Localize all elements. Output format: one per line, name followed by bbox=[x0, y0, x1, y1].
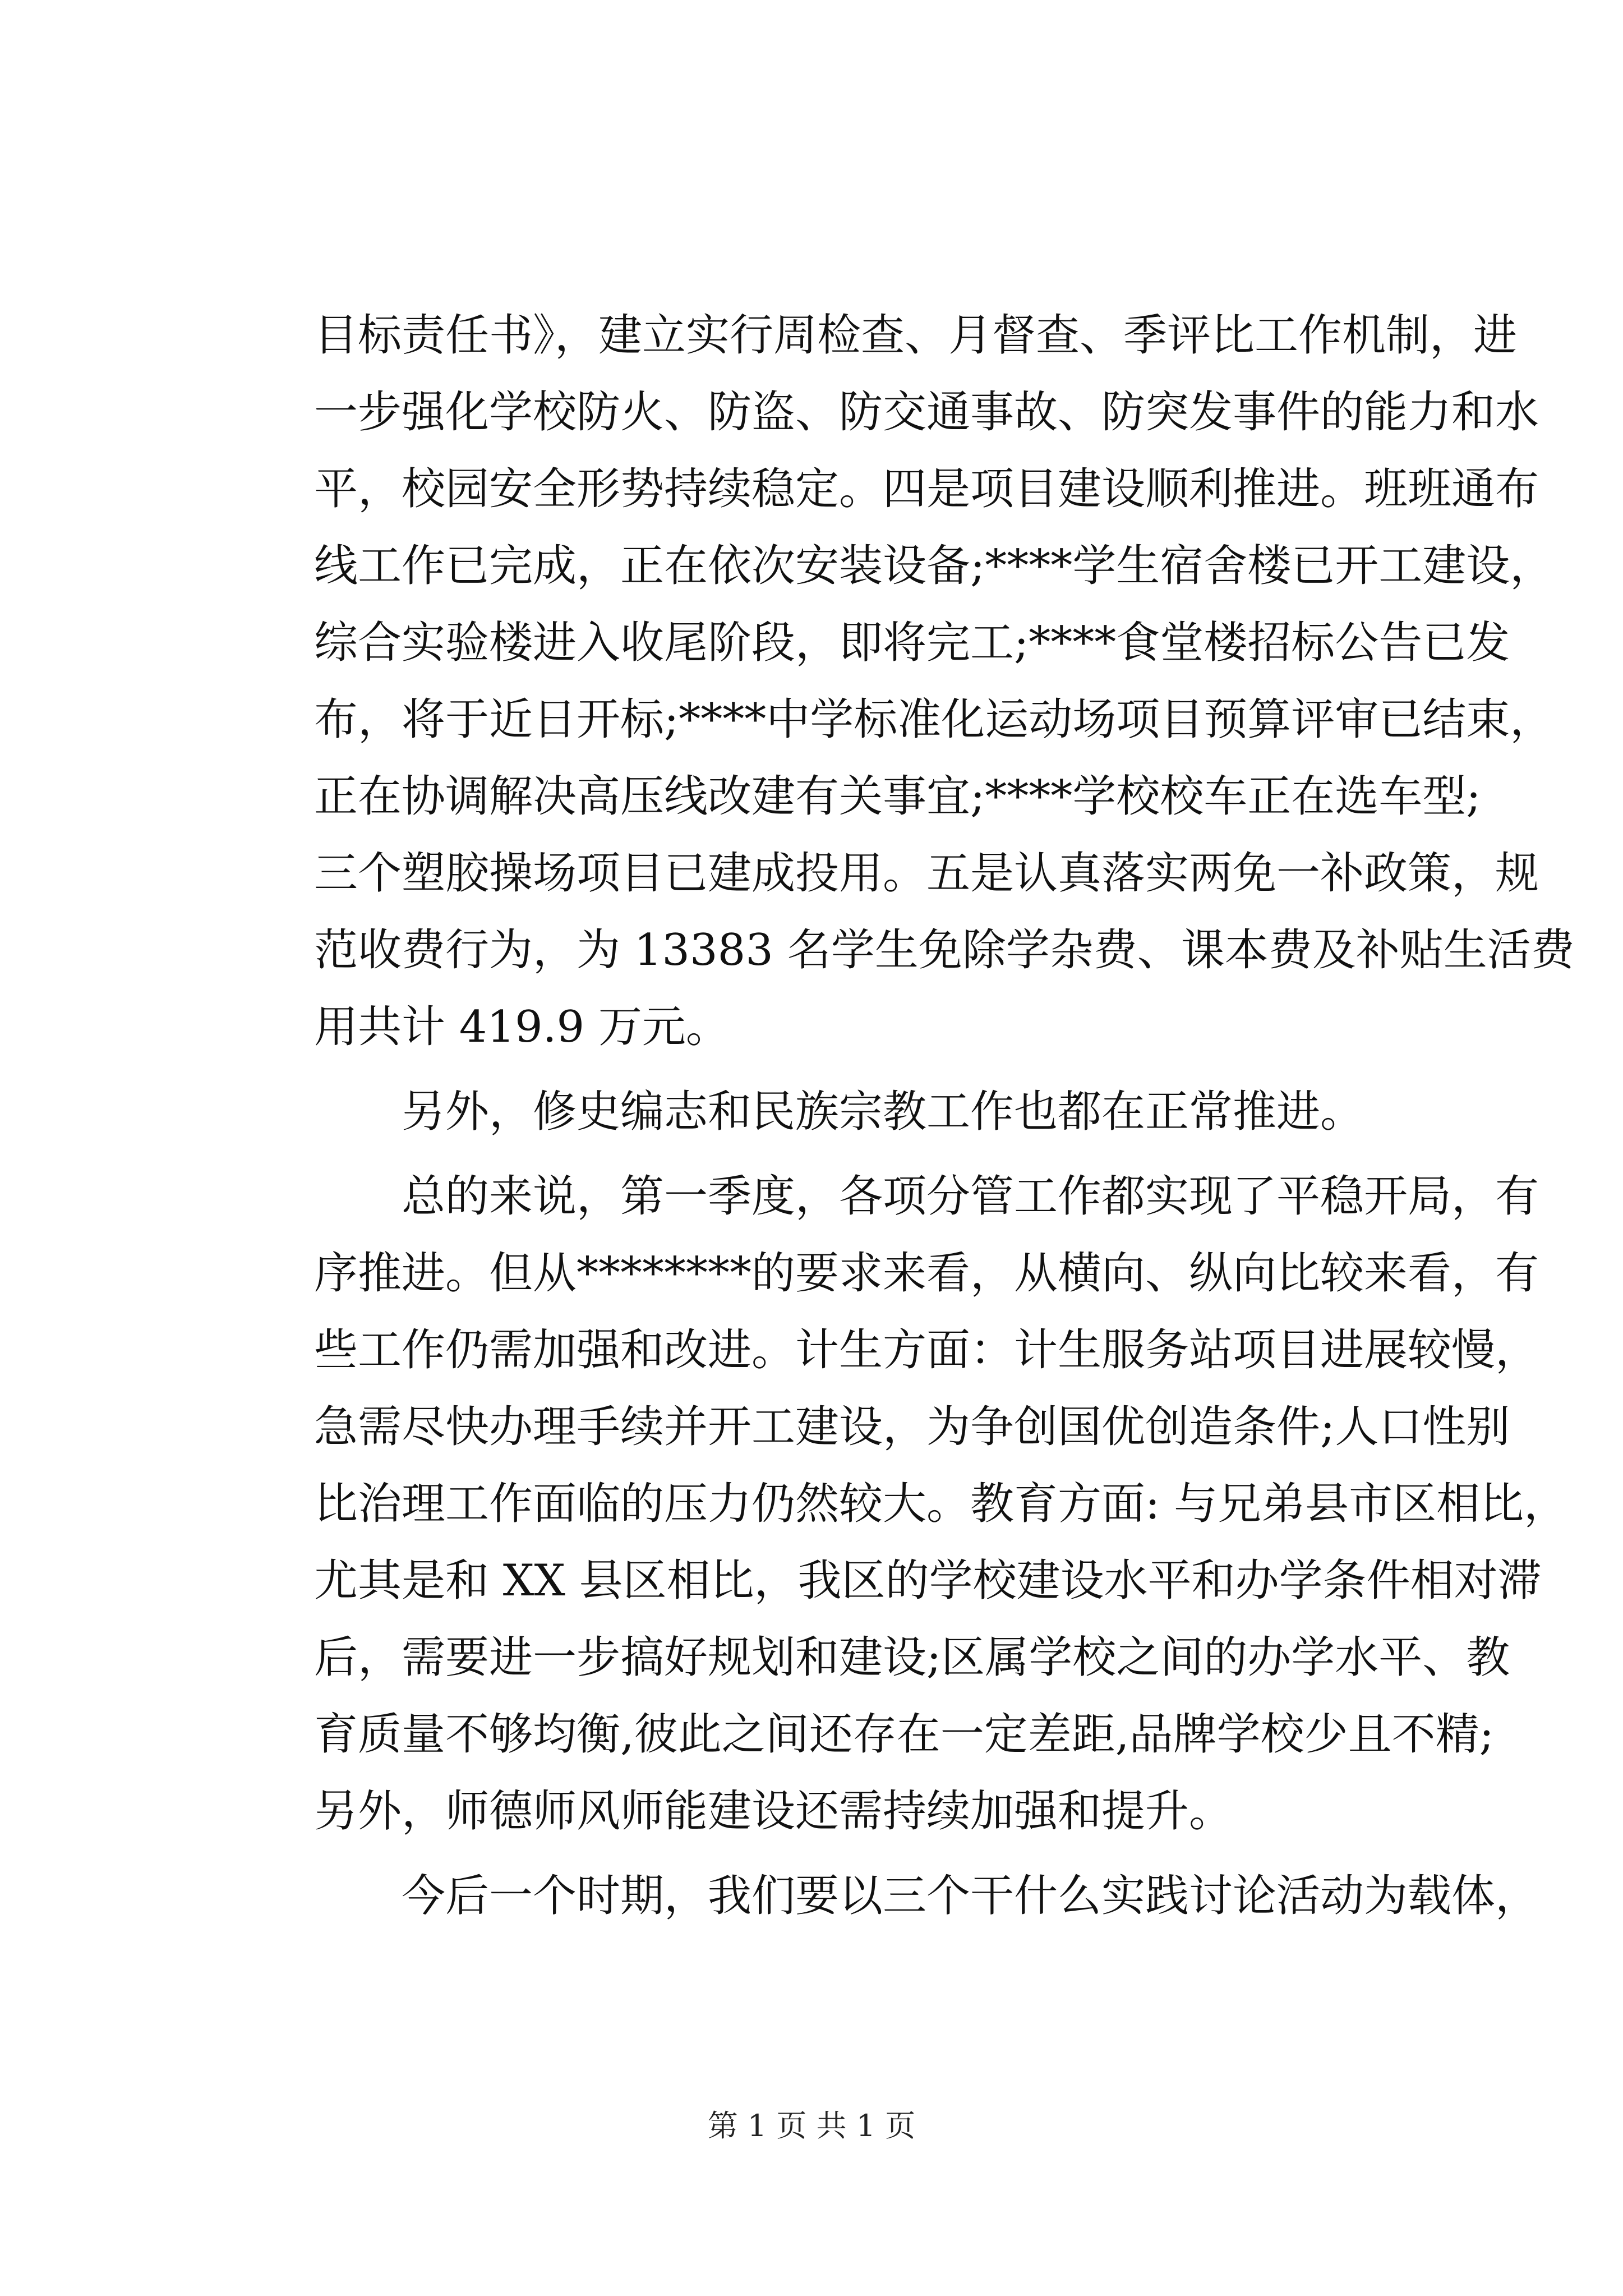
paragraph-other-work bbox=[314, 1074, 1424, 1151]
text-line: 线工作已完成，正在依次安装设备;****学生宿舍楼已开工建设， bbox=[314, 541, 1554, 591]
text-line: 正在协调解决高压线改建有关事宜;****学校校车正在选车型; bbox=[314, 771, 1481, 822]
paragraph-projects bbox=[314, 297, 1575, 1066]
text-line: 后，需要进一步搞好规划和建设;区属学校之间的办学水平、教 bbox=[314, 1632, 1510, 1683]
text-line: 另外，修史编志和民族宗教工作也都在正常推进。 bbox=[402, 1087, 1364, 1137]
text-line: 范收费行为，为 13383 名学生免除学杂费、课本费及补贴生活费 bbox=[314, 925, 1575, 976]
text-line: 目标责任书》，建立实行周检查、月督查、季评比工作机制，进 bbox=[314, 310, 1518, 361]
paragraph-future bbox=[314, 1858, 1539, 1935]
text-line: 三个塑胶操场项目已建成投用。五是认真落实两免一补政策，规 bbox=[314, 848, 1539, 899]
text-line: 总的来说，第一季度，各项分管工作都实现了平稳开局，有 bbox=[402, 1171, 1539, 1222]
text-line: 今后一个时期，我们要以三个干什么实践讨论活动为载体， bbox=[402, 1871, 1539, 1921]
text-line: 综合实验楼进入收尾阶段，即将完工;****食堂楼招标公告已发 bbox=[314, 618, 1510, 668]
text-line: 序推进。但从********的要求来看，从横向、纵向比较来看，有 bbox=[314, 1248, 1539, 1299]
text-line: 些工作仍需加强和改进。计生方面：计生服务站项目进展较慢， bbox=[314, 1325, 1539, 1375]
text-line: 育质量不够均衡,彼此之间还存在一定差距,品牌学校少且不精; bbox=[314, 1709, 1494, 1760]
document-body bbox=[314, 297, 1575, 1935]
text-line: 布，将于近日开标;****中学标准化运动场项目预算评审已结束， bbox=[314, 694, 1554, 745]
text-line: 一步强化学校防火、防盗、防交通事故、防突发事件的能力和水 bbox=[314, 387, 1539, 438]
text-line: 另外，师德师风师能建设还需持续加强和提升。 bbox=[314, 1786, 1233, 1837]
text-line: 平，校园安全形势持续稳定。四是项目建设顺利推进。班班通布 bbox=[314, 464, 1539, 514]
text-line: 急需尽快办理手续并开工建设，为争创国优创造条件;人口性别 bbox=[314, 1402, 1510, 1452]
page-footer: 第 1 页 共 1 页 bbox=[707, 2108, 916, 2143]
text-line: 尤其是和 XX 县区相比，我区的学校建设水平和办学条件相对滞 bbox=[314, 1556, 1542, 1606]
text-line: 用共计 419.9 万元。 bbox=[314, 1002, 730, 1052]
text-line: 比治理工作面临的压力仍然较大。教育方面: 与兄弟县市区相比， bbox=[314, 1479, 1568, 1529]
paragraph-summary bbox=[314, 1158, 1568, 1850]
